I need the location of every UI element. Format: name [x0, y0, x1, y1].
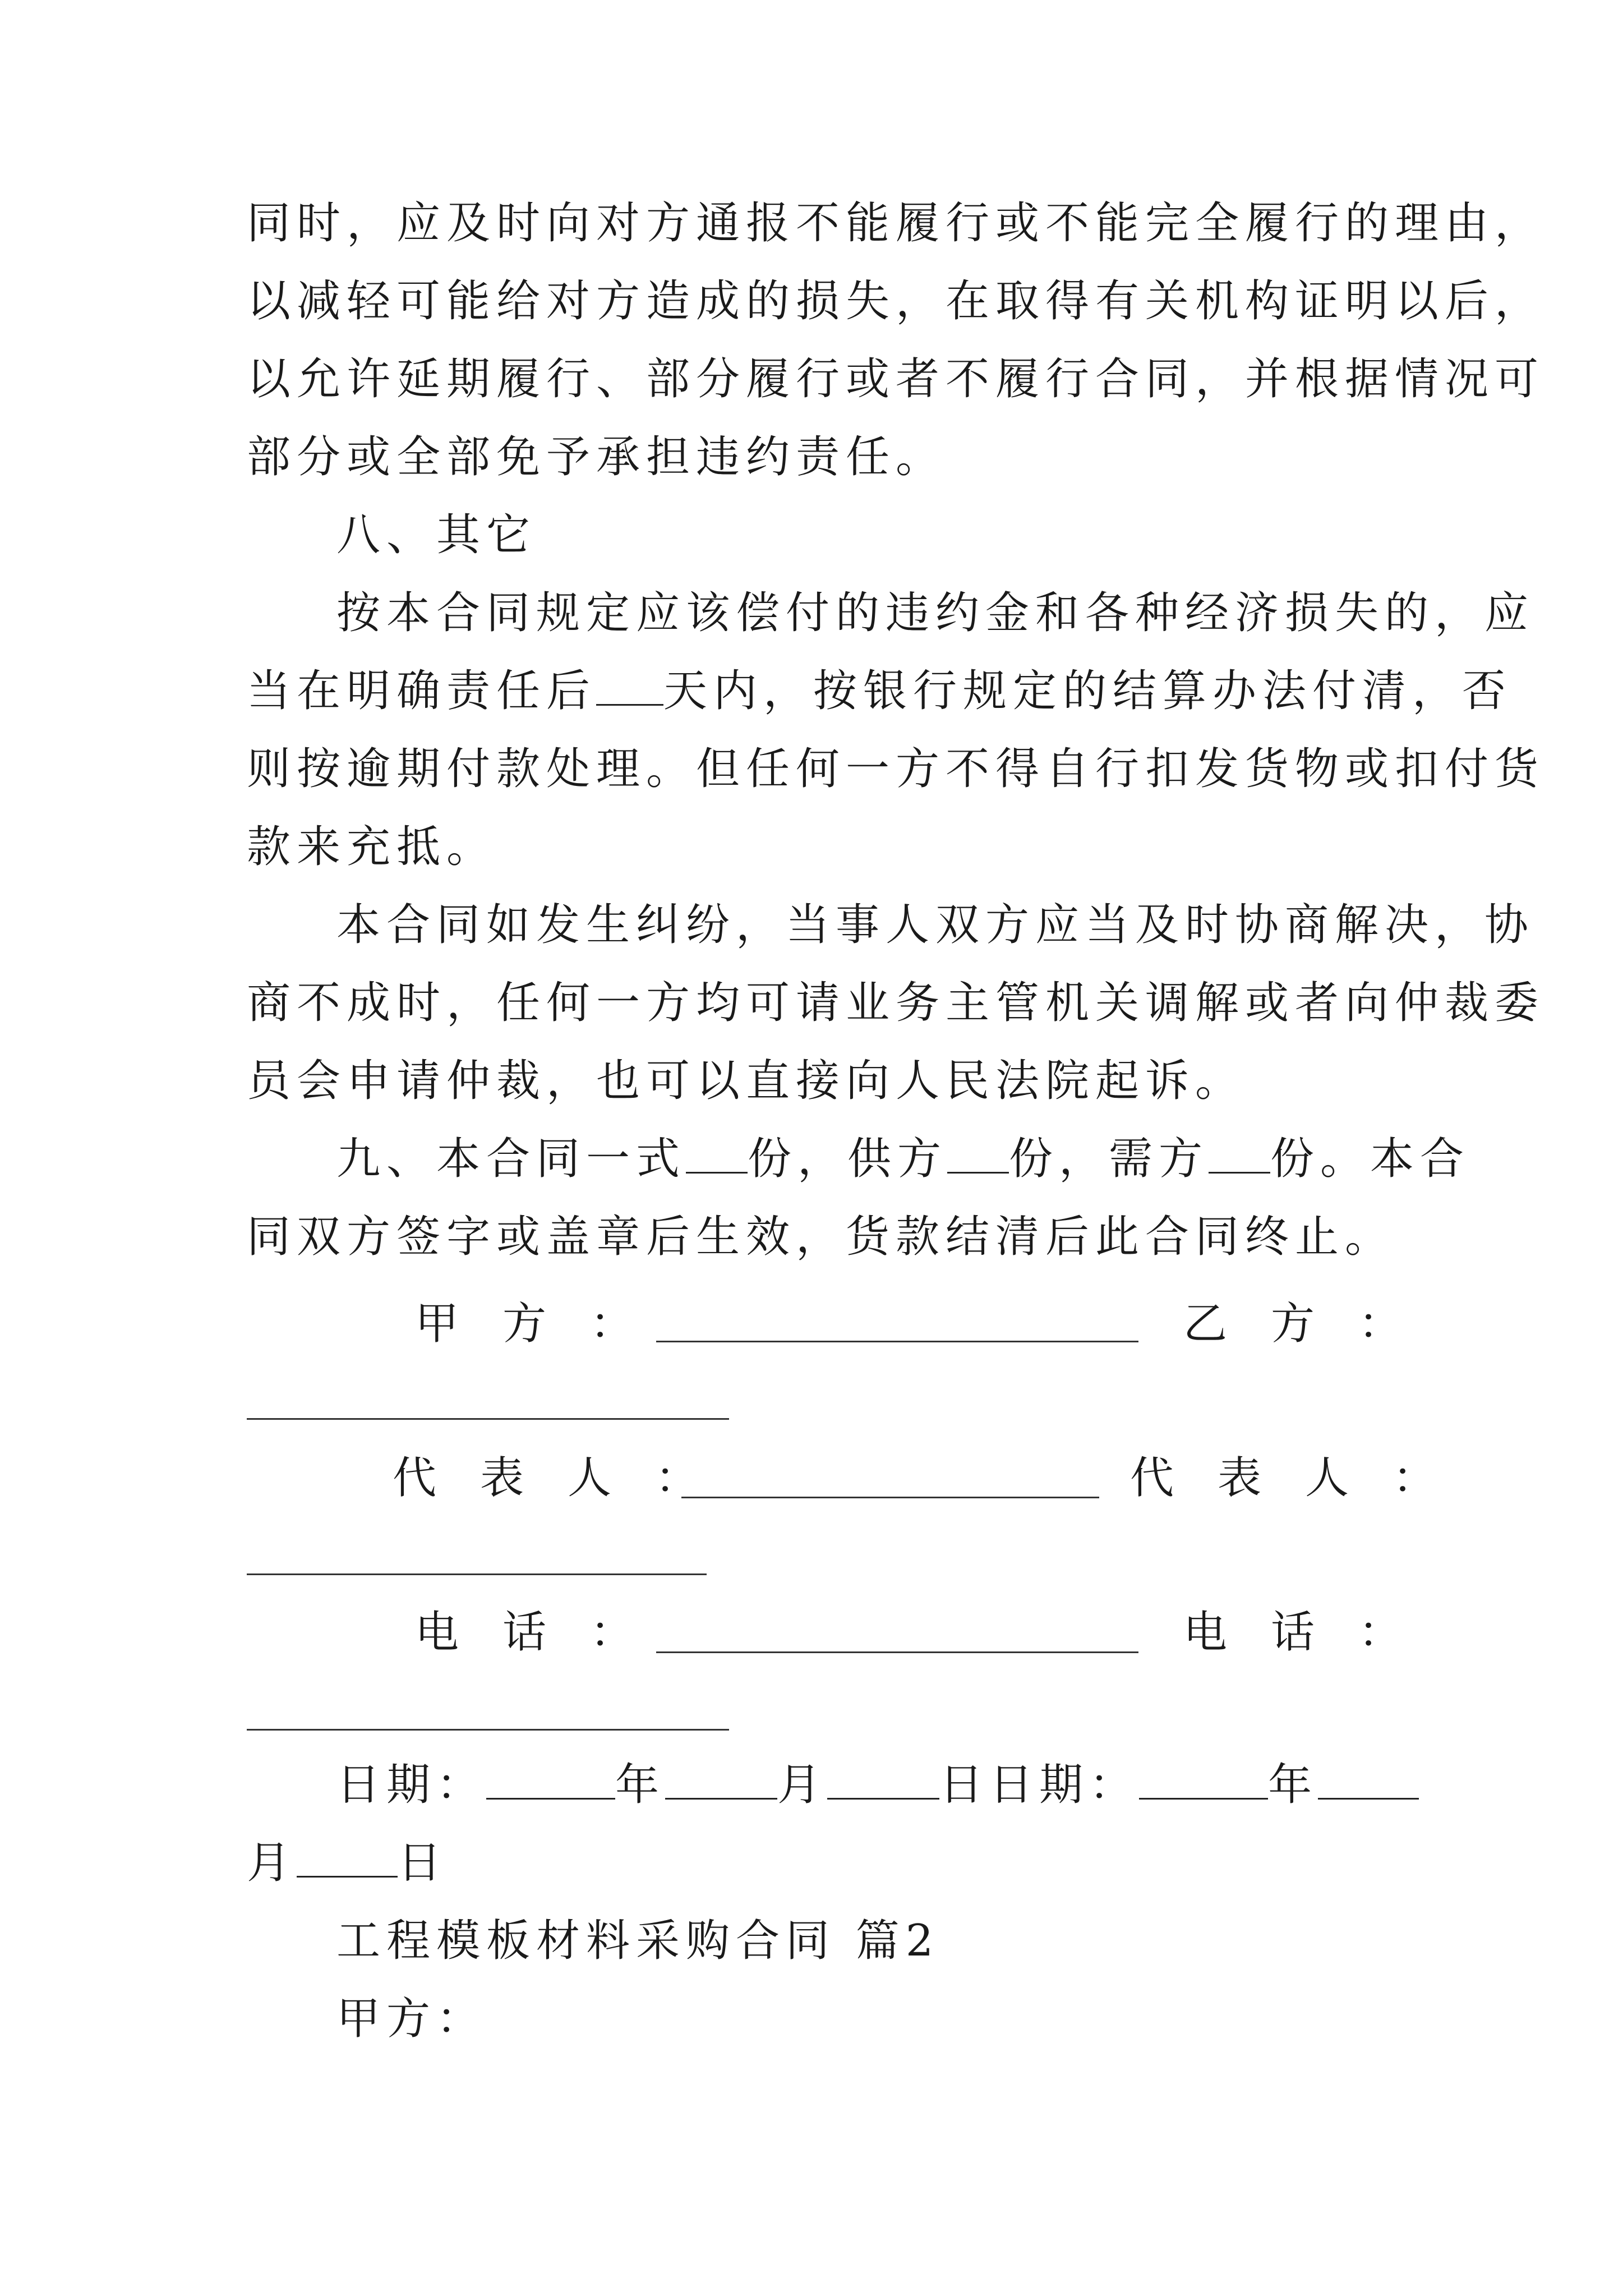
text-segment: 份，需方: [1009, 1134, 1209, 1184]
month-label: 月: [777, 1760, 828, 1810]
body-line: 同双方签字或盖章后生效，货款结清后此合同终止。: [247, 1212, 1395, 1262]
body-line: [336, 1131, 1470, 1187]
blank-field: [596, 665, 663, 706]
text-segment: 九、本合同一式: [336, 1134, 686, 1184]
party-a-heading: 甲方：: [336, 1994, 487, 2044]
section-title: 工程模板材料采购合同 篇2: [336, 1916, 940, 1966]
date-line: [336, 1757, 1391, 1813]
date-line: [247, 1835, 1391, 1891]
body-line: 款来充抵。: [247, 822, 497, 872]
party-a-label: 甲 方 ：: [415, 1299, 634, 1349]
rep-a-label: 代 表 人 ：: [393, 1453, 699, 1503]
text-segment: 当在明确责任后: [247, 666, 597, 716]
signature-line: [656, 1651, 1138, 1653]
signature-line: [681, 1497, 1099, 1498]
day-label: 日: [398, 1838, 448, 1888]
blank-field: [947, 1133, 1009, 1174]
tel-b-label: 电 话 ：: [1183, 1607, 1403, 1658]
section-heading: 八、其它: [336, 510, 537, 560]
signature-line: [247, 1573, 707, 1575]
signature-line: [247, 1729, 729, 1731]
month-label: 月: [247, 1838, 297, 1888]
body-line: 部分或全部免予承担违约责任。: [247, 432, 946, 482]
blank-field: [297, 1837, 398, 1878]
body-line: 商不成时，任何一方均可请业务主管机关调解或者向仲裁委: [247, 978, 1545, 1028]
body-line: [247, 663, 1513, 719]
signature-line: [656, 1341, 1138, 1342]
day-date-label: 日日期：: [939, 1760, 1140, 1810]
blank-field: [486, 1759, 615, 1800]
text-segment: 份，供方: [748, 1134, 948, 1184]
signature-line: [247, 1418, 729, 1420]
text-segment: 天内，按银行规定的结算办法付清，否: [663, 666, 1513, 716]
text-segment: 份。本合: [1270, 1134, 1470, 1184]
year-label: 年: [1268, 1760, 1318, 1810]
date-label: 日期：: [336, 1760, 487, 1810]
blank-field: [827, 1759, 939, 1800]
body-line: 以允许延期履行、部分履行或者不履行合同，并根据情况可: [247, 354, 1545, 404]
year-label: 年: [615, 1760, 666, 1810]
blank-field: [1318, 1759, 1419, 1800]
blank-field: [1209, 1133, 1270, 1174]
body-line: 则按逾期付款处理。但任何一方不得自行扣发货物或扣付货: [247, 744, 1545, 794]
body-line: 同时，应及时向对方通报不能履行或不能完全履行的理由，: [247, 198, 1545, 249]
body-line: 本合同如发生纠纷，当事人双方应当及时协商解决，协: [336, 900, 1535, 950]
party-b-label: 乙 方 ：: [1183, 1299, 1403, 1349]
tel-a-label: 电 话 ：: [415, 1607, 634, 1658]
blank-field: [665, 1759, 777, 1800]
blank-field: [1139, 1759, 1268, 1800]
body-line: 以减轻可能给对方造成的损失，在取得有关机构证明以后，: [247, 276, 1545, 326]
body-line: 员会申请仲裁，也可以直接向人民法院起诉。: [247, 1056, 1246, 1106]
rep-b-label: 代 表 人 ：: [1130, 1453, 1437, 1503]
body-line: 按本合同规定应该偿付的违约金和各种经济损失的，应: [336, 588, 1535, 638]
blank-field: [686, 1133, 748, 1174]
